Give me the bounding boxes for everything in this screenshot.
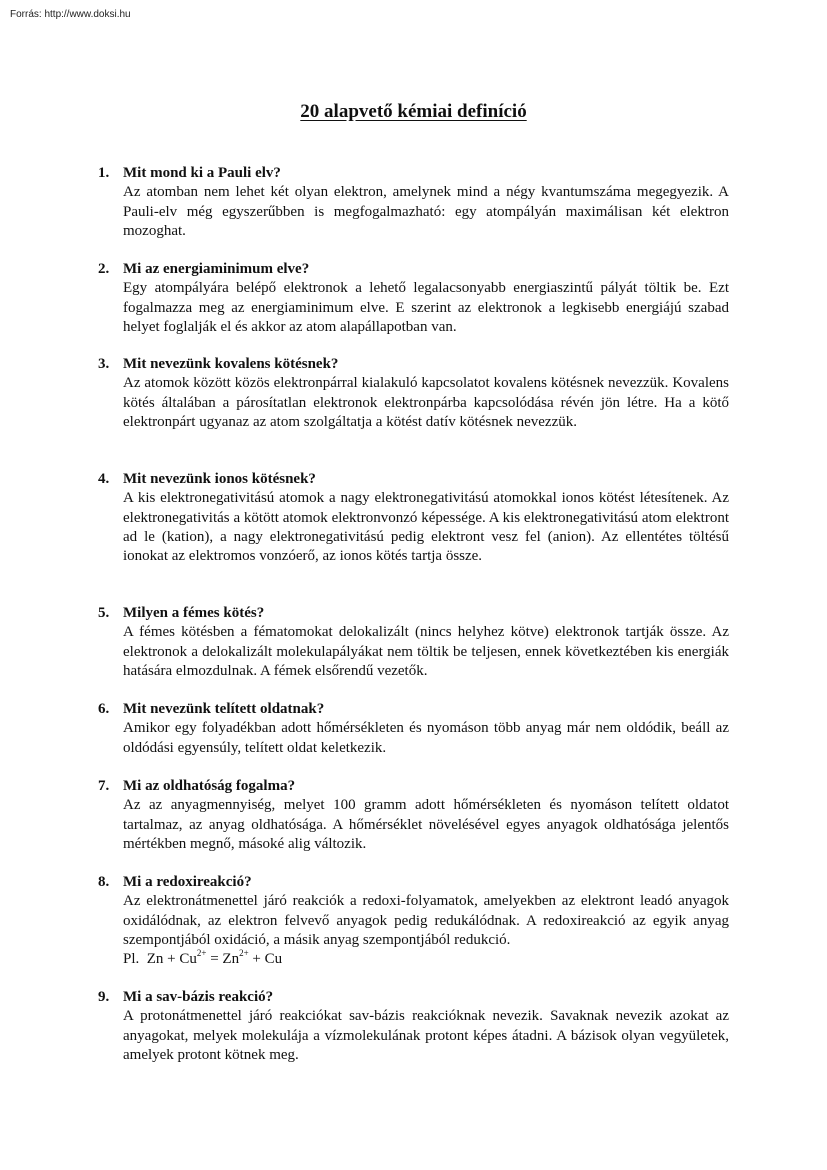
item-answer: Az atomban nem lehet két olyan elektron, amelynek mind a négy kvantumszáma megegyezik. A Pauli-elv még egyszerűbben is megfogalmazható: egy atompályán maximálisan két elektron mozoghat. bbox=[123, 184, 729, 239]
item-question: Mit nevezünk telített oldatnak? bbox=[123, 701, 325, 717]
list-item bbox=[98, 164, 729, 241]
equation-prefix: Pl. Zn + Cu bbox=[123, 951, 197, 968]
item-answer: Egy atompályára belépő elektronok a lehető legalacsonyabb energiaszintű pályát töltik be. Ezt fogalmazza meg az energiaminimum elve. E szerint az elektronok a legkisebb energiájú szabad helyet foglalják el és akkor az atom alapállapotban van. bbox=[123, 280, 729, 335]
list-item bbox=[98, 700, 729, 758]
item-question: Mi az energiaminimum elve? bbox=[123, 261, 310, 277]
item-number: 2. bbox=[98, 261, 110, 277]
item-number: 9. bbox=[98, 989, 110, 1005]
item-question: Mi az oldhatóság fogalma? bbox=[123, 778, 296, 794]
item-question: Milyen a fémes kötés? bbox=[123, 605, 265, 621]
item-question: Mi a redoxireakció? bbox=[123, 874, 252, 890]
item-answer: A fémes kötésben a fématomokat delokalizált (nincs helyhez kötve) elektronok tartják össze. Az elektronok a delokalizált molekulapályákat nem töltik be teljesen, ennek következtében kis energiák hatására elmozdulnak. A fémek elsőrendű vezetők. bbox=[123, 624, 729, 679]
list-item bbox=[98, 604, 729, 681]
item-number: 5. bbox=[98, 605, 110, 621]
list-item bbox=[98, 260, 729, 337]
list-item bbox=[98, 777, 729, 854]
item-number: 4. bbox=[98, 471, 110, 487]
list-item bbox=[98, 873, 729, 969]
list-item bbox=[98, 470, 729, 566]
item-number: 3. bbox=[98, 356, 110, 372]
list-item bbox=[98, 988, 729, 1065]
item-answer: Az az anyagmennyiség, melyet 100 gramm adott hőmérsékleten és nyomáson telített oldatot tartalmaz, az anyag oldhatósága. A hőmérséklet növelésével egyes anyagok oldhatósága jelentős mértékben megnő, másoké alig változik. bbox=[123, 797, 729, 852]
item-number: 6. bbox=[98, 701, 110, 717]
item-number: 1. bbox=[98, 165, 110, 181]
item-number: 7. bbox=[98, 778, 110, 794]
redox-equation bbox=[123, 950, 729, 969]
item-answer: Amikor egy folyadékban adott hőmérsékleten és nyomáson több anyag már nem oldódik, beáll az oldódási egyensúly, telített oldat keletkezik. bbox=[123, 720, 729, 756]
item-question: Mit nevezünk kovalens kötésnek? bbox=[123, 356, 339, 372]
item-answer: A kis elektronegativitású atomok a nagy elektronegativitású atomokkal ionos kötést létesítenek. Az elektronegativitás a kötött atomok elektronvonzó képessége. A kis elektronegativitású atom elektront ad le (kation), a nagy elektronegativitású pedig elektront vesz fel (anion). Az ellentétes töltésű ionokat az elektromos vonzóerő, az ionos kötés tartja össze. bbox=[123, 490, 729, 565]
item-question: Mit mond ki a Pauli elv? bbox=[123, 165, 281, 181]
item-question: Mi a sav-bázis reakció? bbox=[123, 989, 274, 1005]
item-question: Mit nevezünk ionos kötésnek? bbox=[123, 471, 316, 487]
item-answer: Az elektronátmenettel járó reakciók a redoxi-folyamatok, amelyekben az elektront leadó anyagok oxidálódnak, az elektron felvevő anyagok pedig redukálódnak. A redoxireakció az egyik anyag szempontjából oxidáció, a másik anyag szempontjából redukció. bbox=[123, 893, 729, 948]
page-title: 20 alapvető kémiai definíció bbox=[300, 101, 527, 122]
charge-superscript: 2+ bbox=[239, 948, 249, 959]
source-label: Forrás: http://www.doksi.hu bbox=[10, 9, 131, 20]
equation-suffix: + Cu bbox=[248, 951, 283, 968]
charge-superscript: 2+ bbox=[196, 948, 207, 959]
item-answer: A protonátmenettel járó reakciókat sav-bázis reakcióknak nevezik. Savaknak nevezik azokat az anyagokat, melyek molekulája a vízmolekulának protont képes átadni. A bázisok olyan vegyületek, amelyek protont kötnek meg. bbox=[123, 1008, 729, 1063]
item-answer: Az atomok között közös elektronpárral kialakuló kapcsolatot kovalens kötésnek nevezzük. Kovalens kötés általában a párosítatlan elektronok elektronpárba kapcsolódása révén jön létre. Ha a kötő elektronpárt ugyanaz az atom szolgáltatja a kötést datív kötésnek nevezzük. bbox=[123, 375, 729, 430]
equation-middle: = Zn bbox=[206, 951, 240, 968]
item-number: 8. bbox=[98, 874, 110, 890]
list-item bbox=[98, 355, 729, 432]
